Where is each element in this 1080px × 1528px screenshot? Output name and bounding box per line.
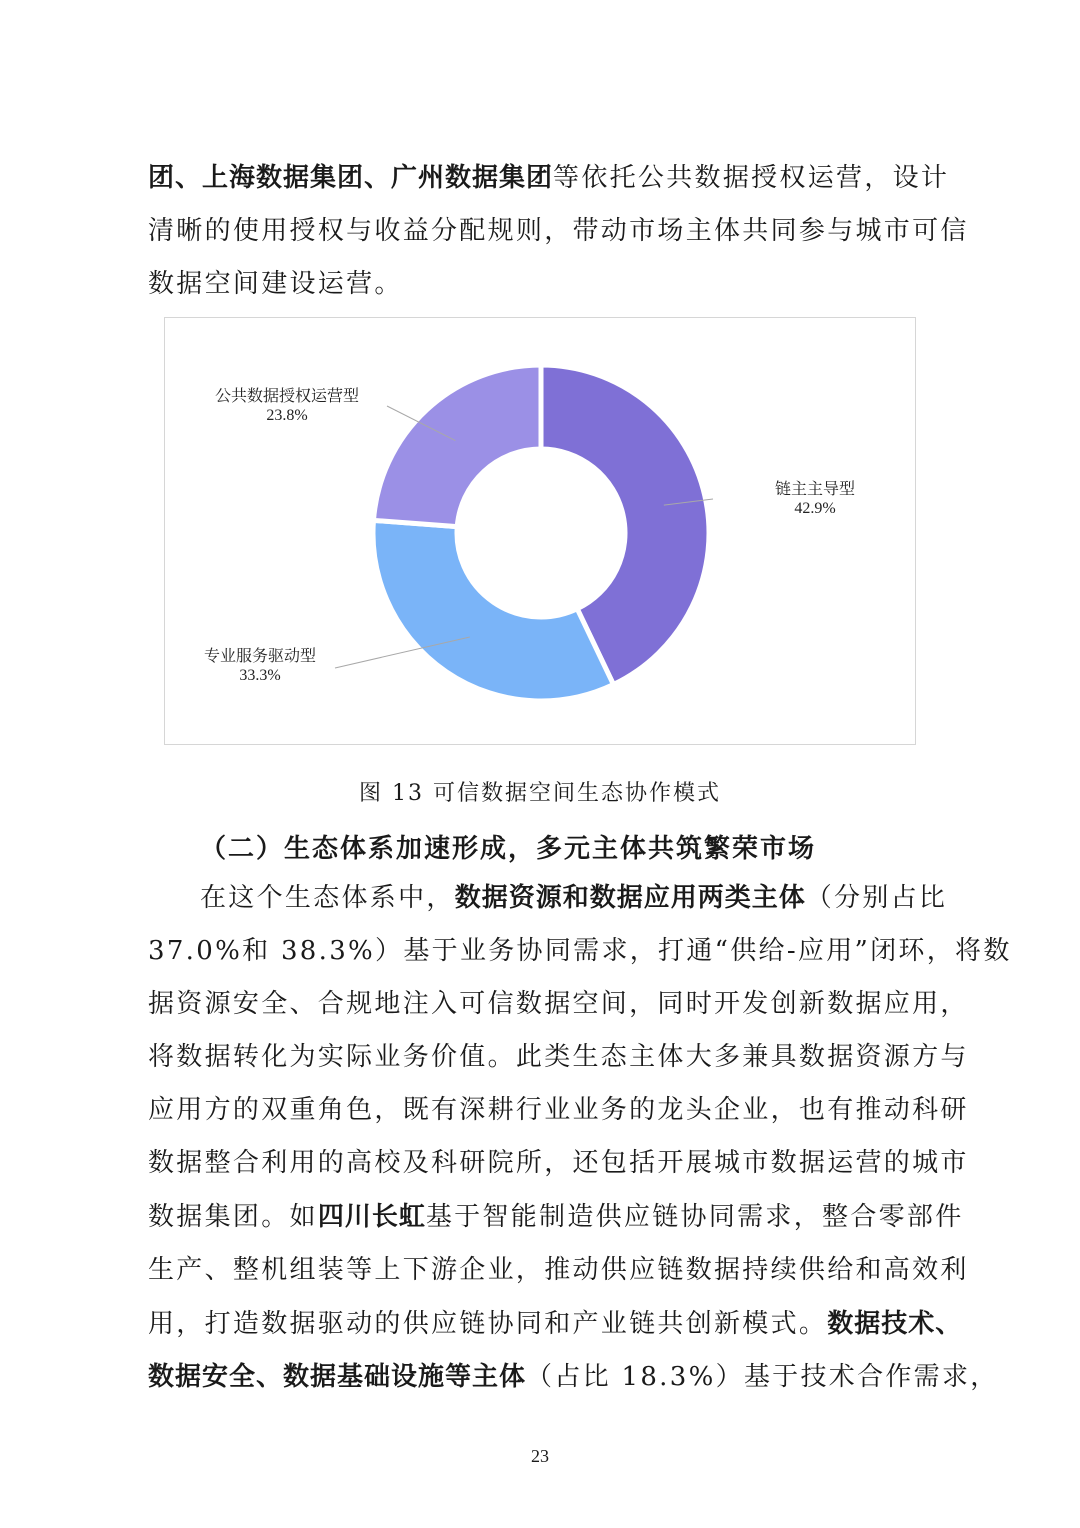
legend-label-chain-leader — [755, 479, 875, 519]
slice-professional-service — [373, 520, 613, 701]
slice-label-professional-service: 专业服务驱动型 — [203, 646, 316, 665]
para-line-9 — [148, 1309, 963, 1339]
intro-text: 等依托公共数据授权运营，设计 — [553, 163, 950, 193]
legend-label-professional-service — [193, 646, 327, 686]
para-text: 数据集团。如 — [148, 1202, 318, 1232]
intro-bold-orgs: 团、上海数据集团、广州数据集团 — [148, 163, 554, 193]
slice-label-public-data: 公共数据授权运营型 — [214, 386, 359, 405]
intro-line-1 — [148, 163, 950, 193]
para-line-2: 37.0%和 38.3%）基于业务协同需求，打通“供给-应用”闭环，将数 — [148, 936, 1012, 966]
para-line-7 — [148, 1202, 964, 1232]
para-text: 用，打造数据驱动的供应链协同和产业链共创新模式。 — [148, 1309, 828, 1339]
para-text: 在这个生态体系中， — [200, 883, 455, 913]
section-heading: （二）生态体系加速形成，多元主体共筑繁荣市场 — [200, 834, 817, 864]
para-bold: 数据安全、数据基础设施等主体 — [148, 1362, 527, 1392]
figure-caption: 图 13 可信数据空间生态协作模式 — [359, 781, 721, 806]
para-bold: 数据技术、 — [827, 1309, 963, 1339]
intro-line-2: 清晰的使用授权与收益分配规则，带动市场主体共同参与城市可信 — [148, 216, 969, 246]
para-line-8: 生产、整机组装等上下游企业，推动供应链数据持续供给和高效利 — [148, 1255, 969, 1285]
slice-value-chain-leader: 42.9% — [794, 500, 836, 517]
legend-label-public-data — [187, 386, 387, 426]
para-line-5: 应用方的双重角色，既有深耕行业业务的龙头企业，也有推动科研 — [148, 1095, 969, 1125]
para-line-4: 将数据转化为实际业务价值。此类生态主体大多兼具数据资源方与 — [148, 1042, 969, 1072]
slice-value-public-data: 23.8% — [266, 407, 308, 424]
para-text: （占比 18.3%）基于技术合作需求， — [526, 1362, 999, 1392]
slice-value-professional-service: 33.3% — [239, 667, 281, 684]
para-line-3: 据资源安全、合规地注入可信数据空间，同时开发创新数据应用， — [148, 989, 969, 1019]
slice-public-data — [373, 365, 541, 527]
page-number: 23 — [531, 1446, 549, 1466]
para-bold: 四川长虹 — [317, 1202, 426, 1232]
donut-chart-frame — [164, 317, 916, 745]
slice-label-chain-leader: 链主主导型 — [774, 479, 855, 498]
para-text: （分别占比 — [805, 883, 948, 913]
para-line-6: 数据整合利用的高校及科研院所，还包括开展城市数据运营的城市 — [148, 1148, 969, 1178]
para-bold: 数据资源和数据应用两类主体 — [454, 883, 806, 913]
para-text: 基于智能制造供应链协同需求，整合零部件 — [425, 1202, 964, 1232]
para-line-1 — [200, 883, 948, 913]
intro-line-3: 数据空间建设运营。 — [148, 269, 403, 299]
para-line-10 — [148, 1362, 999, 1392]
